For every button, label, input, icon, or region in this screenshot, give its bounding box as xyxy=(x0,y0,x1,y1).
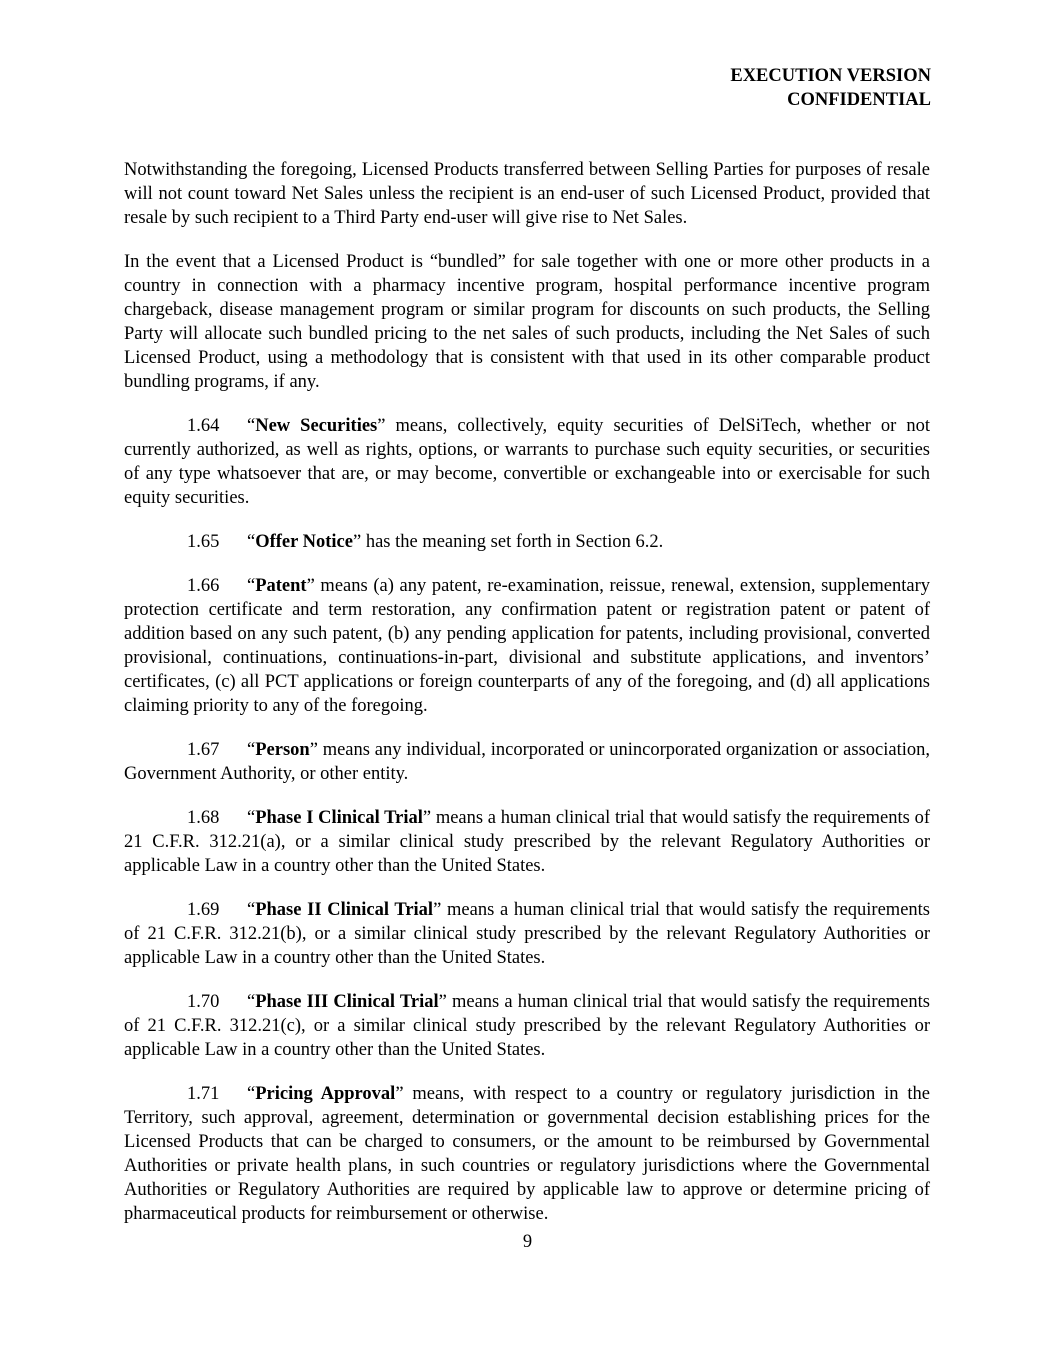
definition-text: ” means, with respect to a country or regulatory jurisdiction in the Territory, such approval, agreement, determination or governmental decision establishing prices for the Licensed Products that can be charged to consumers, or the amount to be reimbursed by Governmental Authorities or private health plans, in such countries or regulatory jurisdictions where the Governmental Authorities or Regulatory Authorities are required by applicable law to approve or determine pricing of pharmaceutical products for reimbursement or otherwise. xyxy=(124,1084,930,1224)
definition-pricing-approval xyxy=(124,1082,930,1226)
open-quote: “ xyxy=(247,900,256,920)
section-number: 1.65 xyxy=(187,532,220,552)
open-quote: “ xyxy=(247,992,256,1012)
definition-text: ” means a human clinical trial that would satisfy the requirements of 21 C.F.R. 312.21(c), or a similar clinical study prescribed by the relevant Regulatory Authorities or applicable Law in a country other than the United States. xyxy=(124,992,930,1060)
page-number: 9 xyxy=(522,1232,533,1252)
definition-phase-i-clinical-trial xyxy=(124,806,930,878)
section-number: 1.67 xyxy=(187,740,220,760)
open-quote: “ xyxy=(247,808,256,828)
defined-term: Patent xyxy=(255,576,307,596)
defined-term: Phase II Clinical Trial xyxy=(255,900,434,920)
definition-phase-ii-clinical-trial xyxy=(124,898,930,970)
definition-text: ” means a human clinical trial that would satisfy the requirements of 21 C.F.R. 312.21(b), or a similar clinical study prescribed by the relevant Regulatory Authorities or applicable Law in a country other than the United States. xyxy=(124,900,930,968)
definition-patent xyxy=(124,574,930,718)
defined-term: Phase III Clinical Trial xyxy=(255,992,439,1012)
open-quote: “ xyxy=(247,532,256,552)
defined-term: Phase I Clinical Trial xyxy=(255,808,423,828)
section-number: 1.68 xyxy=(187,808,220,828)
header-execution-version: EXECUTION VERSION xyxy=(730,66,931,86)
paragraph-net-sales-resale: Notwithstanding the foregoing, Licensed Products transferred between Selling Parties for purposes of resale will not count toward Net Sales unless the recipient is an end-user of such Licensed Product, provided that resale by such recipient to a Third Party end-user will give rise to Net Sales. xyxy=(124,160,930,228)
defined-term: New Securities xyxy=(255,416,378,436)
document-body xyxy=(124,158,930,1246)
definition-text: ” means a human clinical trial that would satisfy the requirements of 21 C.F.R. 312.21(a), or a similar clinical study prescribed by the relevant Regulatory Authorities or applicable Law in a country other than the United States. xyxy=(124,808,930,876)
definition-text: ” means, collectively, equity securities of DelSiTech, whether or not currently authorized, as well as rights, options, or warrants to purchase such equity securities, or securities of any type whatsoever that are, or may become, convertible or exchangeable into or exercisable for such equity securities. xyxy=(124,416,930,508)
defined-term: Pricing Approval xyxy=(255,1084,396,1104)
section-number: 1.70 xyxy=(187,992,220,1012)
document-header xyxy=(730,64,931,112)
section-number: 1.71 xyxy=(187,1084,220,1104)
definition-text: ” means (a) any patent, re-examination, reissue, renewal, extension, supplementary protection certificate and term restoration, any confirmation patent or registration patent or patent of addition based on any such patent, (b) any pending application for patents, including provisional, converted provisional, continuations, continuations-in-part, divisional and substitute applications, and inventors’ certificates, (c) all PCT applications or foreign counterparts of any of the foregoing, and (d) all applications claiming priority to any of the foregoing. xyxy=(124,576,930,716)
open-quote: “ xyxy=(247,740,256,760)
open-quote: “ xyxy=(247,1084,256,1104)
defined-term: Person xyxy=(255,740,310,760)
definition-offer-notice xyxy=(124,530,930,554)
section-number: 1.64 xyxy=(187,416,220,436)
section-number: 1.69 xyxy=(187,900,220,920)
definition-text: ” has the meaning set forth in Section 6.2. xyxy=(352,532,664,552)
definition-text: ” means any individual, incorporated or unincorporated organization or association, Government Authority, or other entity. xyxy=(124,740,930,784)
open-quote: “ xyxy=(247,576,256,596)
definition-person xyxy=(124,738,930,786)
definition-new-securities xyxy=(124,414,930,510)
paragraph-bundled-products: In the event that a Licensed Product is “bundled” for sale together with one or more other products in a country in connection with a pharmacy incentive program, hospital performance incentive program chargeback, disease management program or similar program for discounts on such products, the Selling Party will allocate such bundled pricing to the net sales of such products, including the Net Sales of such Licensed Product, using a methodology that is consistent with that used in its other comparable product bundling programs, if any. xyxy=(124,252,930,392)
open-quote: “ xyxy=(247,416,256,436)
header-confidential: CONFIDENTIAL xyxy=(787,90,931,110)
defined-term: Offer Notice xyxy=(255,532,353,552)
definition-phase-iii-clinical-trial xyxy=(124,990,930,1062)
section-number: 1.66 xyxy=(187,576,220,596)
